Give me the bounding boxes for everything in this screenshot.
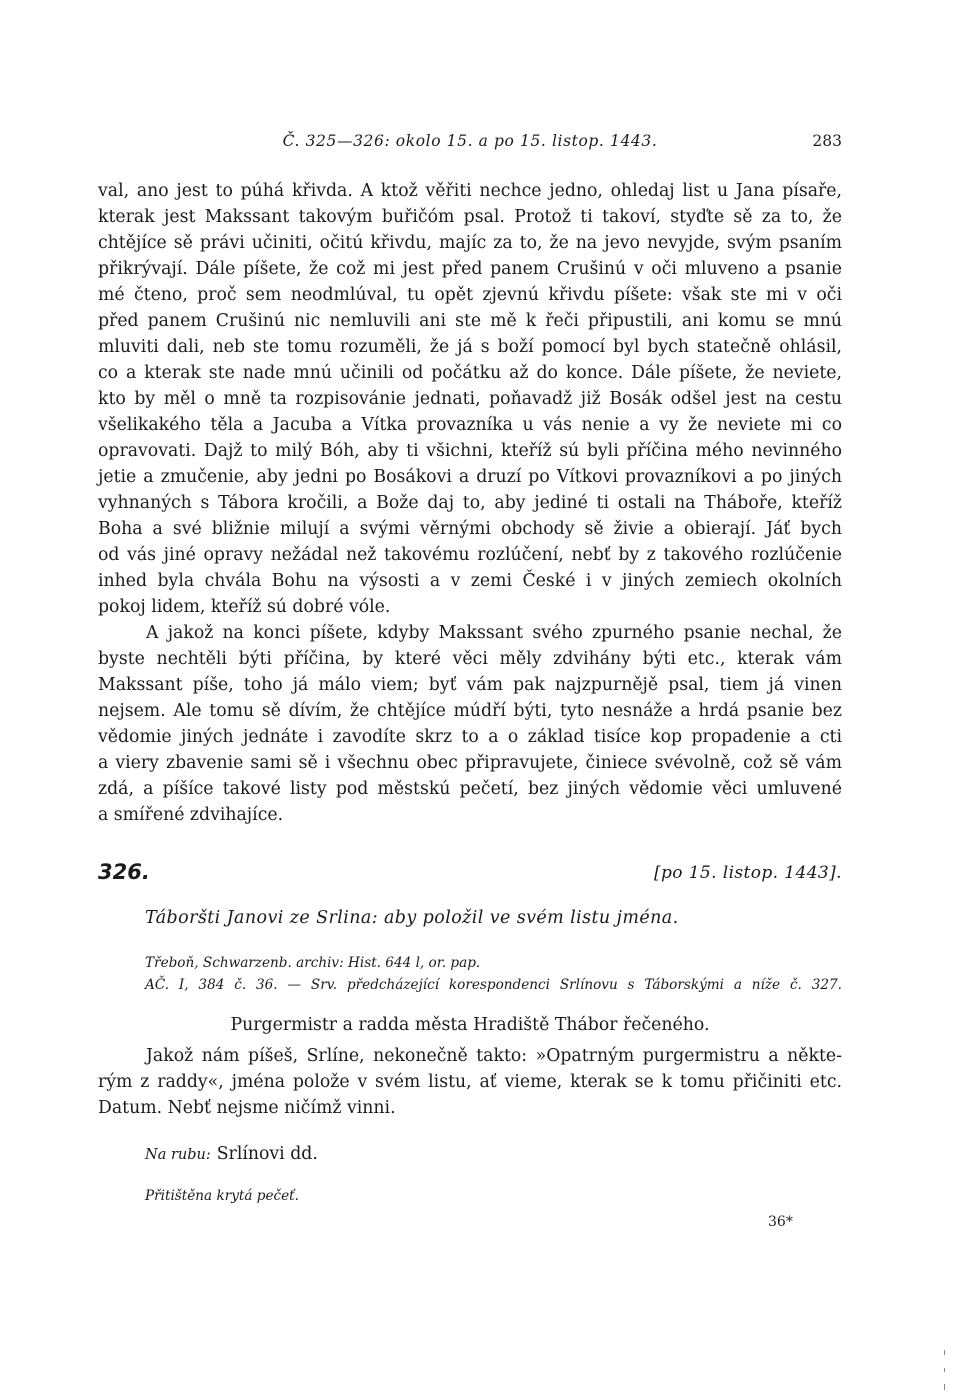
text-line: pokoj lidem, kteříž sú dobré vóle. — [98, 597, 391, 617]
text-line: rým z raddy«, jména polože v svém listu, ať vieme, kterak se k tomu přičiniti etc. — [98, 1072, 842, 1092]
text-line: před panem Crušinú nic nemluvili ani ste mě k řeči připustili, ani komu se mnú — [98, 311, 842, 331]
dorsal-text: Srlínovi dd. — [216, 1144, 318, 1164]
margin-mark — [944, 1368, 945, 1372]
text-line: byste nechtěli býti příčina, by které věci měly zdvihány býti etc., kterak vám — [98, 649, 842, 669]
letter-325-text — [98, 178, 842, 828]
running-head — [98, 132, 842, 156]
source-note: AČ. I, 384 č. 36. — Srv. předcházející korespondenci Srlínovu s Táborskými a níže č. 327. — [145, 977, 842, 993]
text-line: vyhnaných s Tábora kročili, a Bože daj to, aby jediné ti ostali na Tháboře, kteříž — [98, 493, 842, 513]
text-line: opravovati. Dajž to milý Bóh, aby ti všichni, kteříž sú byli příčina mého nevinného — [98, 441, 842, 461]
text-line: co a kterak ste nade mnú učinili od počátku až do konce. Dále píšete, že neviete, — [98, 363, 842, 383]
text-line: od vás jiné opravy nežádal než takovému rozlúčení, nebť by z takového rozlúčenie — [98, 545, 842, 565]
text-line: vědomie jiných jednáte i zavodíte skrz to a o základ tisíce kop propadenie a cti — [98, 727, 842, 747]
dorsal-note — [145, 1144, 318, 1164]
text-line: jetie a zmučenie, aby jedni po Bosákovi a druzí po Vítkovi provazníkovi a po jiných — [98, 467, 842, 487]
text-line: přikrývají. Dále píšete, že což mi jest před panem Crušinú v oči mluveno a psanie — [98, 259, 842, 279]
text-line: val, ano jest to púhá křivda. A ktož věřiti nechce jedno, ohledaj list u Jana písaře, — [98, 181, 842, 201]
margin-mark — [944, 1350, 945, 1355]
text-line: kto by měl o mně ta rozpisovánie jednati, poňavadž již Bosák odšel jest na cestu — [98, 389, 842, 409]
text-line: kterak jest Makssant takovým buřičóm psal. Protož ti takoví, styďte sě za to, že — [98, 207, 842, 227]
text-line: mé čteno, proč sem neodmlúval, tu opět zjevnú křivdu píšete: však ste mi v oči — [98, 285, 842, 305]
text-line: a viery zbavenie sami sě i všechnu obec připravujete, činiece svévolně, což sě vám — [98, 753, 842, 773]
text-line: a smířené zdvihajíce. — [98, 805, 284, 825]
letter-number: 326. — [98, 860, 150, 884]
letter-326-text — [98, 1043, 842, 1121]
running-head-title: Č. 325—326: okolo 15. a po 15. listop. 1443. — [282, 132, 658, 150]
letter-326-header — [98, 860, 842, 890]
seal-note: Přitištěna krytá pečeť. — [145, 1188, 299, 1204]
text-line: Boha a své bližnie milují a svými věrnými obchody sě živie a obierají. Jáť bych — [98, 519, 842, 539]
text-line: inhed byla chvála Bohu na výsosti a v zemi České i v jiných zemiech okolních — [98, 571, 842, 591]
text-line: Datum. Nebť nejsme ničímž vinni. — [98, 1098, 396, 1118]
text-line: chtějíce sě právi učiniti, očitú křivdu, majíc za to, že na jevo nevyjde, svým psaním — [98, 233, 842, 253]
letter-date: [po 15. listop. 1443]. — [653, 863, 842, 883]
source-note: Třeboň, Schwarzenb. archiv: Hist. 644 l, or. pap. — [145, 955, 481, 971]
text-line: Makssant píše, toho já málo viem; byť vám pak najzpurnějě psal, tiem já vinen — [98, 675, 842, 695]
text-line: zdá, a píšíce takové listy pod městskú pečetí, bez jiných vědomie věci umluvené — [98, 779, 842, 799]
dorsal-label: Na rubu: — [145, 1147, 211, 1163]
page-number: 283 — [812, 132, 842, 150]
letter-address: Purgermistr a radda města Hradiště Thábor řečeného. — [230, 1015, 710, 1035]
text-line: nejsem. Ale tomu sě dívím, že chtějíce múdří býti, tyto nesnáže a hrdá psanie bez — [98, 701, 842, 721]
text-line: mluviti dali, neb ste tomu rozuměli, že já s boží pomocí byl bych statečně ohlásil, — [98, 337, 842, 357]
letter-regest: Táboršti Janovi ze Srlina: aby položil ve svém listu jména. — [145, 908, 679, 928]
margin-mark — [944, 1384, 945, 1390]
text-line: A jakož na konci píšete, kdyby Makssant svého zpurného psanie nechal, že — [146, 623, 842, 643]
text-line: Jakož nám píšeš, Srlíne, nekonečně takto: »Opatrným purgermistru a někte- — [146, 1046, 842, 1066]
signature-mark: 36* — [768, 1214, 793, 1230]
text-line: všelikakého těla a Jacuba a Vítka provazníka u vás nenie a vy že neviete mi co — [98, 415, 842, 435]
